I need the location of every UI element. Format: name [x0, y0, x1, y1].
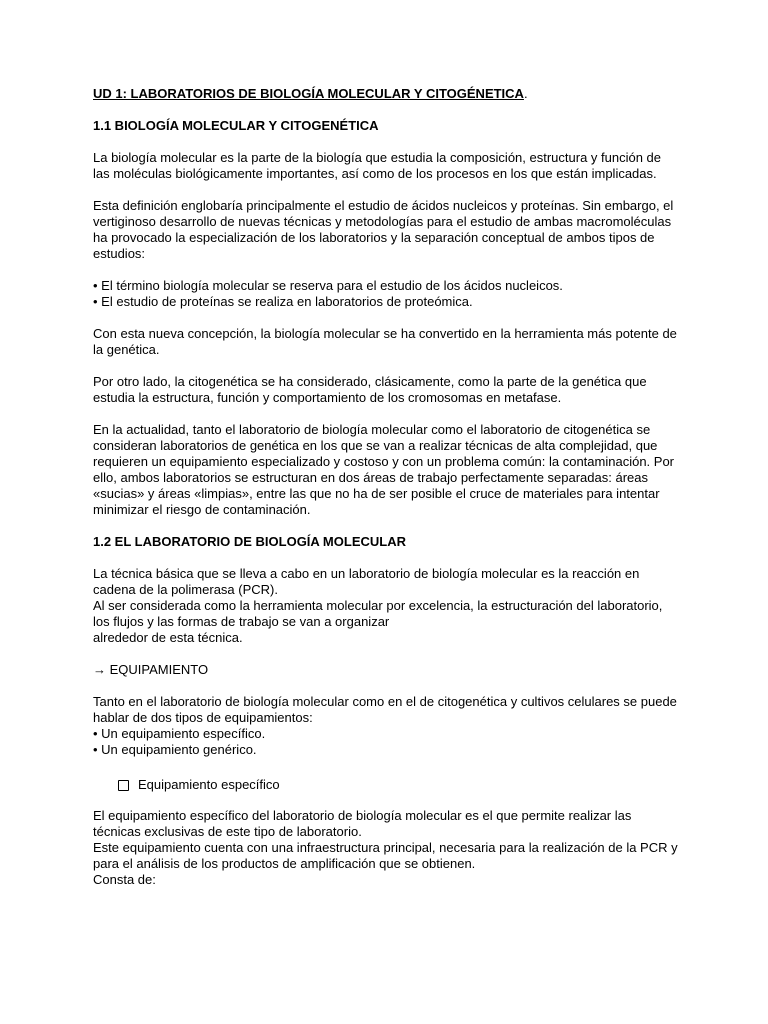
- text-line: La técnica básica que se lleva a cabo en un laboratorio de biología molecular es la reacción en: [93, 566, 640, 581]
- text-line: ello, ambos laboratorios se estructuran en dos áreas de trabajo perfectamente separadas: áreas: [93, 470, 648, 485]
- text-line: hablar de dos tipos de equipamientos:: [93, 710, 313, 725]
- checkbox-item-equipamiento-especifico[interactable]: [118, 777, 683, 793]
- paragraph: [93, 694, 683, 758]
- text-line: En la actualidad, tanto el laboratorio de biología molecular como el laboratorio de citogenética se: [93, 422, 651, 437]
- checkbox-icon[interactable]: [118, 780, 129, 791]
- document-title: UD 1: LABORATORIOS DE BIOLOGÍA MOLECULAR Y CITOGÉNETICA: [93, 86, 524, 101]
- text-line: estudios:: [93, 246, 146, 261]
- text-line: la genética.: [93, 342, 160, 357]
- text-line: Esta definición englobaría principalmente el estudio de ácidos nucleicos y proteínas. Sin embargo, el: [93, 198, 674, 213]
- section-heading-1-1: 1.1 BIOLOGÍA MOLECULAR Y CITOGENÉTICA: [93, 118, 379, 133]
- text-line: estudia la estructura, función y comportamiento de los cromosomas en metafase.: [93, 390, 562, 405]
- text-line: los flujos y las formas de trabajo se van a organizar: [93, 614, 390, 629]
- list-item: • El término biología molecular se reserva para el estudio de los ácidos nucleicos.: [93, 278, 563, 293]
- text-line: requieren un equipamiento especializado y costoso y con un problema común: la contaminación. Por: [93, 454, 675, 469]
- text-line: Este equipamiento cuenta con una infraestructura principal, necesaria para la realización de la PCR y: [93, 840, 678, 855]
- subheading-equipamiento: → EQUIPAMIENTO: [93, 662, 209, 677]
- text-line: La biología molecular es la parte de la biología que estudia la composición, estructura y función de: [93, 150, 662, 165]
- text-line: alrededor de esta técnica.: [93, 630, 243, 645]
- text-line: minimizar el riesgo de contaminación.: [93, 502, 311, 517]
- section-heading-1-2: 1.2 EL LABORATORIO DE BIOLOGÍA MOLECULAR: [93, 534, 406, 549]
- text-line: Con esta nueva concepción, la biología molecular se ha convertido en la herramienta más potente de: [93, 326, 677, 341]
- checkbox-label: Equipamiento específico: [138, 777, 280, 792]
- text-line: las moléculas biológicamente importantes, así como de los procesos en los que están implicadas.: [93, 166, 657, 181]
- paragraph: [93, 150, 683, 182]
- text-line: cadena de la polimerasa (PCR).: [93, 582, 278, 597]
- paragraph: [93, 326, 683, 358]
- text-line: consideran laboratorios de genética en los que se van a realizar técnicas de alta complejidad, que: [93, 438, 658, 453]
- text-line: Al ser considerada como la herramienta molecular por excelencia, la estructuración del laboratorio,: [93, 598, 663, 613]
- text-line: El equipamiento específico del laboratorio de biología molecular es el que permite realizar las: [93, 808, 632, 823]
- text-line: Consta de:: [93, 872, 156, 887]
- document-title-line: [93, 86, 683, 102]
- paragraph: [93, 422, 683, 518]
- bullet-list: [93, 278, 683, 310]
- text-line: técnicas exclusivas de este tipo de laboratorio.: [93, 824, 362, 839]
- text-line: vertiginoso desarrollo de nuevas técnicas y metodologías para el estudio de ambas macromoléculas: [93, 214, 672, 229]
- paragraph: [93, 808, 683, 888]
- text-line: Tanto en el laboratorio de biología molecular como en el de citogenética y cultivos celulares se puede: [93, 694, 677, 709]
- text-line: ha provocado la especialización de los laboratorios y la separación conceptual de ambos tipos de: [93, 230, 655, 245]
- text-line: «sucias» y áreas «limpias», entre las que no ha de ser posible el cruce de materiales para intentar: [93, 486, 660, 501]
- text-line: Por otro lado, la citogenética se ha considerado, clásicamente, como la parte de la genética que: [93, 374, 647, 389]
- paragraph: [93, 198, 683, 262]
- list-item: • El estudio de proteínas se realiza en laboratorios de proteómica.: [93, 294, 473, 309]
- list-item: • Un equipamiento genérico.: [93, 742, 257, 757]
- paragraph: [93, 566, 683, 646]
- list-item: • Un equipamiento específico.: [93, 726, 266, 741]
- paragraph: [93, 374, 683, 406]
- document-body: [93, 86, 683, 888]
- document-title-period: .: [523, 86, 528, 101]
- text-line: para el análisis de los productos de amplificación que se obtienen.: [93, 856, 476, 871]
